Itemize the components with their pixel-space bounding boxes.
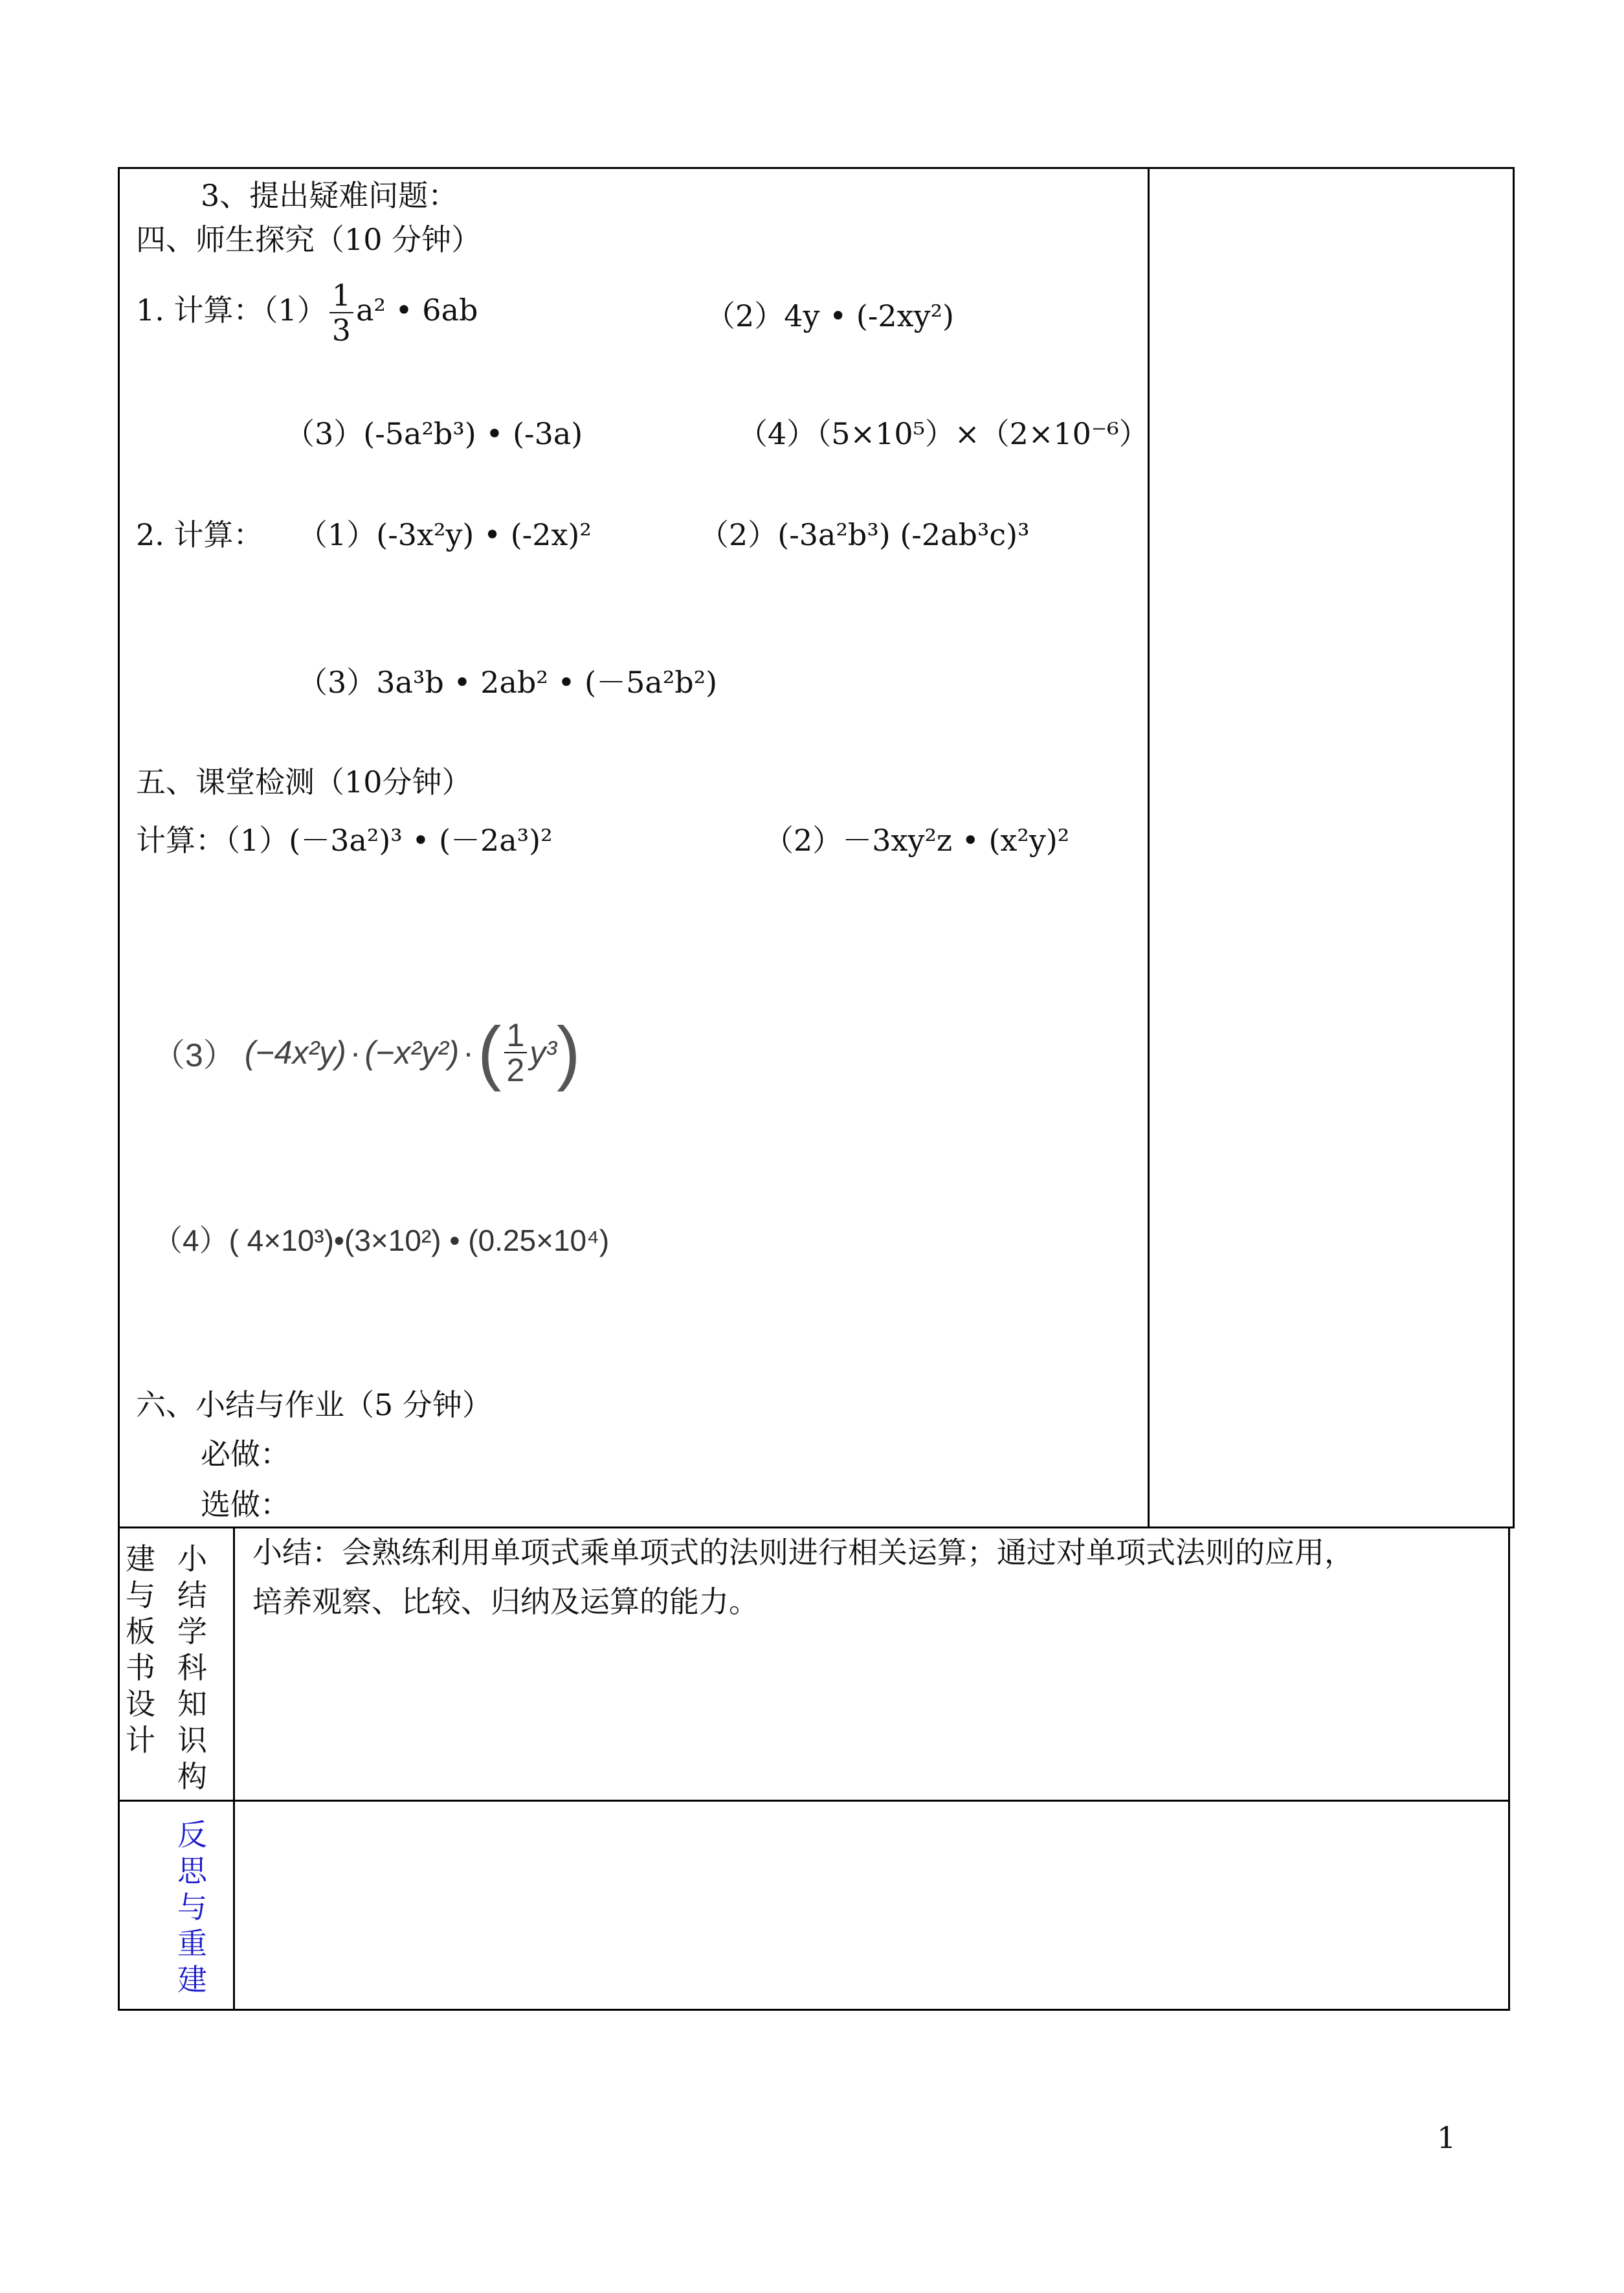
- exercise-1-part-1-tail: a² • 6ab: [356, 293, 478, 328]
- exercise-1-part-3: （3）(-5a²b³) • (-3a): [285, 416, 583, 451]
- check-part-3-factor-c: y³: [529, 1035, 557, 1071]
- section-5-heading: 五、课堂检测（10分钟）: [136, 765, 472, 800]
- check-part-3-label: （3）: [153, 1037, 236, 1073]
- fraction-one-half: $\frac{1}{2}$: [504, 1018, 528, 1087]
- summary-text-line-1: 小结：会熟练利用单项式乘单项式的法则进行相关运算；通过对单项式法则的应用，: [252, 1535, 1354, 1570]
- table-border-right-lower: [1508, 1527, 1510, 2011]
- table-border-bottom: [118, 2009, 1510, 2011]
- exercise-2-part-1: （1）(-3x²y) • (-2x)²: [298, 517, 592, 552]
- column-divider-label: [233, 1527, 235, 2011]
- table-border-top: [118, 167, 1515, 169]
- optional-do-label: 选做：: [201, 1487, 290, 1522]
- check-part-2: （2）－3xy²z • (x²y)²: [764, 823, 1070, 858]
- check-part-3: [153, 1001, 581, 1104]
- check-part-1: 计算：（1）(－3a²)³ • (－2a³)²: [136, 823, 553, 858]
- section-4-heading: 四、师生探究（10 分钟）: [136, 222, 482, 257]
- right-paren: ): [557, 1012, 581, 1092]
- exercise-2-label: 2. 计算：: [136, 517, 263, 552]
- reflection-label: 反思与重建: [177, 1817, 207, 1997]
- table-border-right-upper: [1513, 167, 1515, 1528]
- row-divider-reflection: [118, 1800, 1510, 1802]
- section-6-heading: 六、小结与作业（5 分钟）: [136, 1387, 492, 1422]
- check-part-4: （4）( 4×10³)•(3×10²) • (0.25×10⁴): [153, 1224, 610, 1257]
- page-number: 1: [1437, 2120, 1456, 2155]
- check-part-3-factor-b: (−x²y²): [364, 1035, 460, 1071]
- summary-text-line-2: 培养观察、比较、归纳及运算的能力。: [252, 1584, 759, 1619]
- exercise-1-part-2: （2）4y • (-2xy²): [706, 298, 954, 333]
- exercise-2-part-2: （2）(-3a²b³) (-2ab³c)³: [699, 517, 1030, 552]
- fraction-one-third: $\frac{1}{3}$: [329, 278, 353, 347]
- summary-column-b: 小结学科知识构: [177, 1541, 207, 1794]
- table-border-left: [118, 167, 120, 2011]
- exercise-1-label: 1. 计算：（1）: [136, 293, 327, 328]
- summary-column-a: 建与板书设计: [126, 1541, 155, 1758]
- exercise-1-part-1: [136, 278, 478, 347]
- multiply-dot: ·: [463, 1035, 474, 1071]
- must-do-label: 必做：: [201, 1437, 290, 1471]
- section-3-heading: 3、提出疑难问题：: [201, 178, 458, 213]
- exercise-1-part-4: （4）（5×10⁵）×（2×10⁻⁶）: [738, 416, 1149, 451]
- multiply-dot: ·: [350, 1035, 361, 1071]
- row-divider-summary: [118, 1527, 1515, 1528]
- left-paren: (: [477, 1012, 502, 1092]
- check-part-3-factor-a: (−4x²y): [244, 1035, 346, 1071]
- exercise-2-part-3: （3）3a³b • 2ab² • (－5a²b²): [298, 665, 718, 700]
- column-divider-notes: [1148, 167, 1150, 1528]
